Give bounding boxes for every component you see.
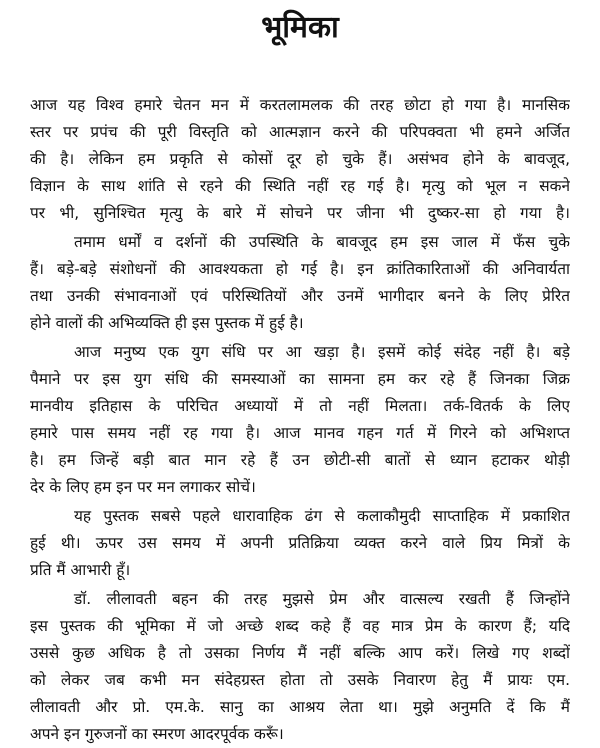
text-line: को लेकर जब कभी मन संदेहग्रस्त होता तो उसके निवारण हेतु मैं प्रायः एम.	[30, 671, 570, 689]
text-line: उससे कुछ अधिक है तो उसका निर्णय मैं नहीं बल्कि आप करें। लिखे गए शब्दों	[30, 644, 570, 662]
text-line: हमारे पास समय नहीं रह गया है। आज मानव गहन गर्त में गिरने को अभिशप्त	[30, 424, 570, 442]
text-line: तमाम धर्मों व दर्शनों की उपस्थिति के बावजूद हम इस जाल में फँस चुके	[74, 233, 570, 251]
page-heading: भूमिका	[261, 10, 339, 45]
text-line: देर के लिए हम इन पर मन लगाकर सोचें।	[30, 478, 256, 496]
paragraph-4	[30, 503, 570, 584]
text-line: डॉ. लीलावती बहन की तरह मुझसे प्रेम और वात्सल्य रखती हैं जिन्होंने	[74, 590, 570, 608]
text-line: है। हम जिन्हें बड़ी बात मान रहे हैं उन छोटी-सी बातों से ध्यान हटाकर थोड़ी	[30, 451, 570, 469]
text-line: आज मनुष्य एक युग संधि पर आ खड़ा है। इसमें कोई संदेह नहीं है। बड़े	[74, 343, 570, 361]
text-line: पैमाने पर इस युग संधि की समस्याओं का सामना हम कर रहे हैं जिनका जिक्र	[30, 370, 570, 388]
text-line: अपने इन गुरुजनों का स्मरण आदरपूर्वक करूँ।	[30, 725, 284, 743]
text-line: विज्ञान के साथ शांति से रहने की स्थिति नहीं रह गई है। मृत्यु को भूल न सकने	[30, 177, 570, 195]
text-line: तथा उनकी संभावनाओं एवं परिस्थितियों और उनमें भागीदार बनने के लिए प्रेरित	[30, 287, 570, 305]
text-line: हुई थी। ऊपर उस समय में अपनी प्रतिक्रिया व्यक्त करने वाले प्रिय मित्रों के	[30, 534, 570, 552]
paragraph-1	[30, 92, 570, 227]
text-line: हैं। बड़े-बड़े संशोधनों की आवश्यकता हो गई है। इन क्रांतिकारिताओं की अनिवार्यता	[30, 260, 570, 278]
text-line: आज यह विश्व हमारे चेतन मन में करतलामलक की तरह छोटा हो गया है। मानसिक	[30, 96, 570, 114]
text-line: होने वालों की अभिव्यक्ति ही इस पुस्तक में हुई है।	[30, 314, 304, 332]
text-line: की है। लेकिन हम प्रकृति से कोसों दूर हो चुके हैं। असंभव होने के बावजूद,	[30, 150, 570, 168]
paragraph-3	[30, 339, 570, 501]
text-line: मानवीय इतिहास के परिचित अध्यायों में तो नहीं मिलता। तर्क-वितर्क के लिए	[30, 397, 570, 415]
text-line: यह पुस्तक सबसे पहले धारावाहिक ढंग से कलाकौमुदी साप्ताहिक में प्रकाशित	[74, 507, 570, 525]
text-line: इस पुस्तक की भूमिका में जो अच्छे शब्द कहे हैं वह मात्र प्रेम के कारण हैं; यदि	[30, 617, 570, 635]
text-line: पर भी, सुनिश्चित मृत्यु के बारे में सोचने पर जीना भी दुष्कर-सा हो गया है।	[30, 204, 570, 222]
paragraph-2	[30, 229, 570, 337]
preface-body	[30, 92, 570, 748]
text-line: लीलावती और प्रो. एम.के. सानु का आश्रय लेता था। मुझे अनुमति दें कि मैं	[30, 698, 570, 716]
paragraph-5	[30, 586, 570, 748]
text-line: स्तर पर प्रपंच की पूरी विस्तृति को आत्मज्ञान करने की परिपक्वता भी हमने अर्जित	[30, 123, 570, 141]
text-line: प्रति मैं आभारी हूँ।	[30, 561, 131, 579]
